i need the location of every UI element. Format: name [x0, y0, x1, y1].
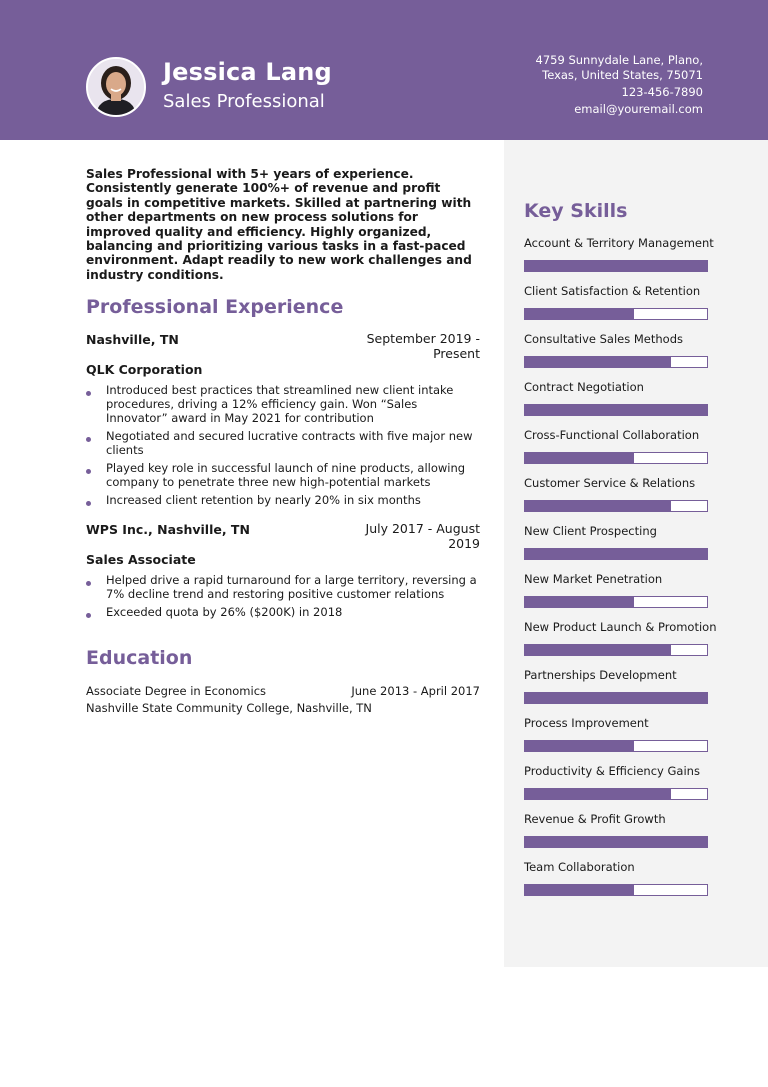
email-address[interactable]: email@youremail.com [574, 102, 703, 116]
skill-level-fill [525, 501, 671, 511]
job-1-location: Nashville, TN [86, 332, 179, 347]
list-item: Helped drive a rapid turnaround for a large territory, reversing a 7% decline trend and restoring positive customer relations [86, 574, 480, 602]
skill-name: Cross-Functional Collaboration [524, 428, 700, 442]
skill-item [524, 572, 714, 588]
education-heading: Education [86, 647, 193, 669]
candidate-name: Jessica Lang [163, 58, 332, 86]
degree: Associate Degree in Economics [86, 684, 267, 698]
skill-name: Revenue & Profit Growth [524, 812, 666, 826]
bullet-dot [86, 437, 91, 442]
skill-name: Consultative Sales Methods [524, 332, 684, 346]
skill-name: Client Satisfaction & Retention [524, 284, 701, 298]
list-item: Negotiated and secured lucrative contracts with five major new clients [86, 430, 480, 458]
education-dates: June 2013 - April 2017 [351, 684, 480, 698]
skill-level-bar [524, 644, 708, 656]
skill-level-fill [525, 357, 671, 367]
skill-item [524, 428, 714, 444]
address-line-1: 4759 Sunnydale Lane, Plano, [535, 53, 703, 67]
bullet-dot [86, 613, 91, 618]
skill-item [524, 236, 714, 252]
skill-level-bar [524, 692, 708, 704]
skill-level-bar [524, 260, 708, 272]
skill-item [524, 476, 714, 492]
skill-level-fill [525, 309, 634, 319]
skill-level-bar [524, 740, 708, 752]
skill-level-bar [524, 788, 708, 800]
job-1-bullets [86, 384, 480, 512]
skill-level-fill [525, 453, 634, 463]
skill-name: Account & Territory Management [524, 236, 714, 250]
skill-level-fill [525, 597, 634, 607]
phone-number: 123-456-7890 [621, 85, 703, 99]
header-band [0, 0, 768, 140]
job-1-company: QLK Corporation [86, 362, 203, 377]
skill-item [524, 284, 714, 300]
experience-heading: Professional Experience [86, 296, 344, 318]
profile-photo [86, 57, 146, 117]
skill-name: Productivity & Efficiency Gains [524, 764, 700, 778]
job-2-location: WPS Inc., Nashville, TN [86, 522, 250, 537]
bullet-dot [86, 391, 91, 396]
contact-block [463, 53, 703, 117]
job-1-dates: September 2019 - Present [366, 331, 480, 361]
skill-name: New Product Launch & Promotion [524, 620, 717, 634]
address-line-2: Texas, United States, 75071 [542, 68, 703, 82]
job-2-bullets [86, 574, 480, 624]
skill-level-fill [525, 741, 634, 751]
candidate-title: Sales Professional [163, 91, 325, 112]
skill-item [524, 668, 714, 684]
skill-level-fill [525, 645, 671, 655]
skills-sidebar [504, 140, 768, 967]
skill-item [524, 860, 714, 876]
bullet-dot [86, 469, 91, 474]
skill-level-fill [525, 885, 634, 895]
job-2-dates: July 2017 - August 2019 [365, 521, 480, 551]
skill-level-fill [525, 405, 707, 415]
skill-item [524, 380, 714, 396]
skills-heading: Key Skills [524, 200, 628, 222]
skill-level-bar [524, 836, 708, 848]
skill-item [524, 332, 714, 348]
skill-level-bar [524, 548, 708, 560]
skill-level-bar [524, 596, 708, 608]
skill-level-fill [525, 837, 707, 847]
skill-name: Contract Negotiation [524, 380, 644, 394]
skill-level-fill [525, 549, 707, 559]
skill-level-bar [524, 452, 708, 464]
skill-item [524, 620, 717, 636]
skill-item [524, 764, 714, 780]
skill-level-bar [524, 308, 708, 320]
list-item: Exceeded quota by 26% ($200K) in 2018 [86, 606, 480, 620]
skill-name: New Market Penetration [524, 572, 663, 586]
bullet-dot [86, 501, 91, 506]
skill-name: New Client Prospecting [524, 524, 657, 538]
skill-name: Team Collaboration [524, 860, 635, 874]
school: Nashville State Community College, Nashville, TN [86, 701, 372, 715]
skill-name: Partnerships Development [524, 668, 677, 682]
list-item: Introduced best practices that streamlined new client intake procedures, driving a 12% efficiency gain. Won “Sales Innovator” award in May 2021 for contribution [86, 384, 480, 425]
skill-item [524, 716, 714, 732]
skill-level-bar [524, 356, 708, 368]
bullet-dot [86, 581, 91, 586]
list-item: Increased client retention by nearly 20% in six months [86, 494, 480, 508]
skill-name: Customer Service & Relations [524, 476, 696, 490]
skill-level-bar [524, 884, 708, 896]
skill-level-fill [525, 261, 707, 271]
skill-level-bar [524, 404, 708, 416]
list-item: Played key role in successful launch of nine products, allowing company to penetrate three new high-potential markets [86, 462, 480, 490]
profile-summary: Sales Professional with 5+ years of experience. Consistently generate 100%+ of revenue and profit goals in competitive markets. Skilled at partnering with other departments on new process solutions for improved quality and efficiency. Highly organized, balancing and prioritizing various tasks in a fast-paced environment. Adapt readily to new work challenges and industry conditions. [86, 167, 472, 282]
skill-level-bar [524, 500, 708, 512]
skill-item [524, 524, 714, 540]
skill-level-fill [525, 693, 707, 703]
skill-item [524, 812, 714, 828]
job-2-company: Sales Associate [86, 552, 196, 567]
skill-level-fill [525, 789, 671, 799]
skill-name: Process Improvement [524, 716, 649, 730]
